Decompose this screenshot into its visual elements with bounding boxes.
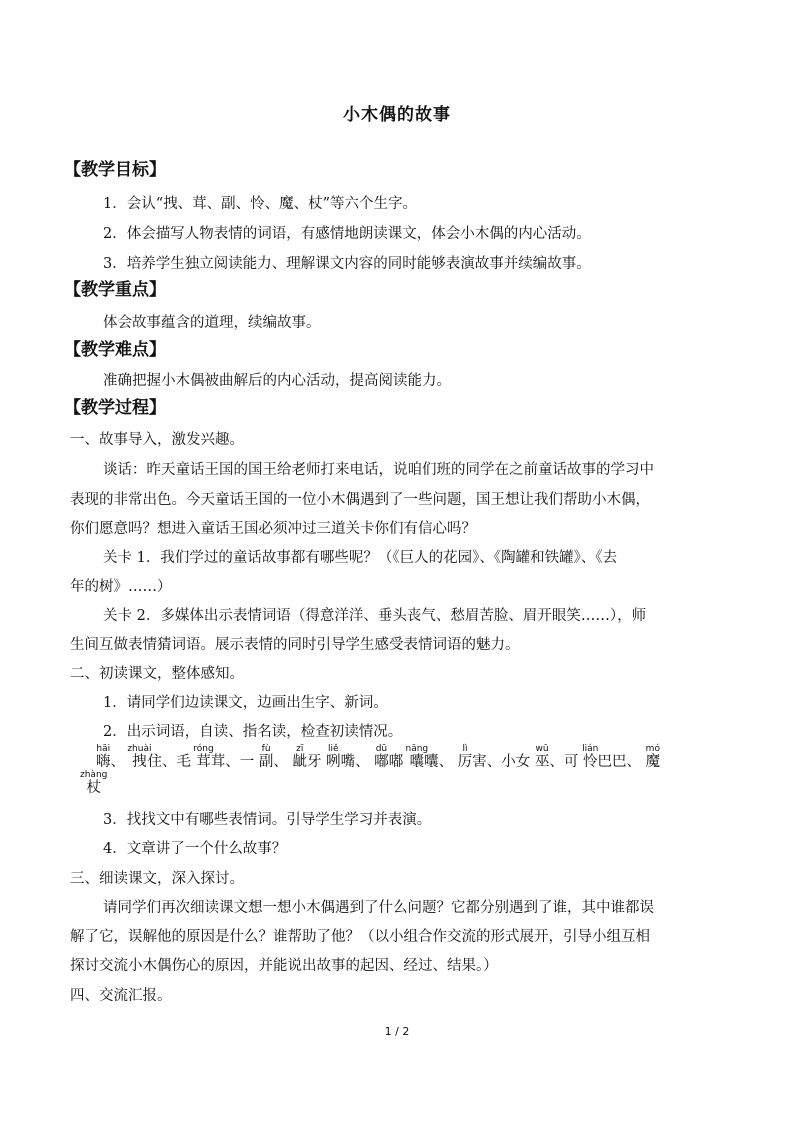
vocab-sep: 囔、 — [424, 754, 454, 770]
paragraph-line: 请同学们再次细读课文想一想小木偶遇到了什么问题？它都分别遇到了谁，其中谁都误 — [103, 900, 654, 916]
difficulty-text: 准确把握小木偶被曲解后的内心活动，提高阅读能力。 — [103, 373, 451, 389]
step-title: 二、初读课文，整体感知。 — [70, 666, 244, 682]
paragraph-line: 你们愿意吗？想进入童话王国必须冲过三道关卡你们有信心吗？ — [70, 521, 476, 537]
paragraph-line: 解了它，误解他的原因是什么？谁帮助了他？（以小组合作交流的形式展开，引导小组互相 — [70, 929, 650, 945]
paragraph-line: 生间互做表情猜词语。展示表情的同时引导学生感受表情词语的魅力。 — [70, 637, 520, 653]
vocab-sep: 牙 — [306, 754, 322, 770]
vocab-word: 龇zī — [292, 744, 307, 770]
list-item: 2．出示词语，自读、指名读，检查初读情况。 — [103, 724, 403, 740]
page-title: 小木偶的故事 — [343, 105, 451, 125]
paragraph-line: 关卡 2．多媒体出示表情词语（得意洋洋、垂头丧气、愁眉苦脸、眉开眼笑……），师 — [103, 608, 647, 624]
vocabulary-line — [80, 770, 107, 797]
vocab-word: 嘟dū — [374, 744, 389, 770]
step-title: 三、细读课文，深入探讨。 — [70, 871, 244, 887]
vocab-word: 茸róng — [193, 744, 214, 770]
vocab-word: 怜lián — [582, 744, 599, 770]
vocab-sep: 巴巴、 — [597, 754, 641, 770]
vocabulary-line — [96, 744, 660, 771]
key-heading: 【教学重点】 — [64, 280, 166, 300]
paragraph-line: 谈话：昨天童话王国的国王给老师打来电话，说咱们班的同学在之前童话故事的学习中 — [103, 462, 654, 478]
vocab-word: 厉lì — [457, 744, 473, 770]
list-item: 1．请同学们边读课文，边画出生字、新词。 — [103, 695, 388, 711]
vocab-word: 嗨hāi — [96, 744, 111, 770]
difficulty-heading: 【教学难点】 — [64, 340, 166, 360]
step-title: 四、交流汇报。 — [70, 988, 172, 1004]
page-number: 1 / 2 — [384, 1025, 410, 1038]
list-item: 4．文章讲了一个什么故事？ — [103, 841, 287, 857]
vocab-sep: 住、毛 — [147, 754, 191, 770]
step-title: 一、故事导入，激发兴趣。 — [70, 432, 244, 448]
paragraph-line: 探讨交流小木偶伤心的原因，并能说出故事的起因、经过、结果。） — [70, 958, 498, 974]
paragraph-line: 表现的非常出色。今天童话王国的一位小木偶遇到了一些问题，国王想让我们帮助小木偶， — [70, 492, 650, 508]
vocab-word: 囔nāng — [405, 744, 429, 770]
vocab-sep: 、 — [273, 754, 288, 770]
list-item: 3．找找文中有哪些表情词。引导学生学习并表演。 — [103, 812, 432, 828]
vocab-word: 杖zhàng — [80, 770, 108, 796]
vocab-word: 魔mó — [645, 744, 661, 770]
vocab-word: 咧liě — [326, 744, 341, 770]
paragraph-line: 关卡 1．我们学过的童话故事都有哪些呢？（《巨人的花园》、《陶罐和铁罐》、《去 — [103, 550, 618, 566]
vocabulary-list — [80, 744, 736, 804]
vocab-sep: 害、小女 — [472, 754, 531, 770]
vocab-sep: 嘴、 — [340, 754, 370, 770]
key-text: 体会故事蕴含的道理，续编故事。 — [103, 315, 321, 331]
paragraph-line: 年的树》……） — [70, 579, 172, 595]
vocab-word: 巫wū — [534, 744, 550, 770]
vocab-sep: 嘟 — [388, 754, 404, 770]
goals-heading: 【教学目标】 — [64, 160, 166, 180]
goal-item: 2．体会描写人物表情的词语，有感情地朗读课文，体会小木偶的内心活动。 — [103, 226, 591, 242]
vocab-sep: 茸、一 — [210, 754, 255, 770]
goal-item: 3．培养学生独立阅读能力、理解课文内容的同时能够表演故事并续编故事。 — [103, 256, 591, 272]
process-heading: 【教学过程】 — [64, 398, 166, 418]
vocab-word: 副fù — [258, 744, 274, 770]
vocab-sep: 、可 — [549, 754, 579, 770]
goal-item: 1．会认“拽、茸、副、怜、魔、杖”等六个生字。 — [103, 196, 418, 212]
vocab-sep: 、 — [110, 754, 125, 770]
vocab-word: 拽zhuài — [127, 744, 152, 770]
